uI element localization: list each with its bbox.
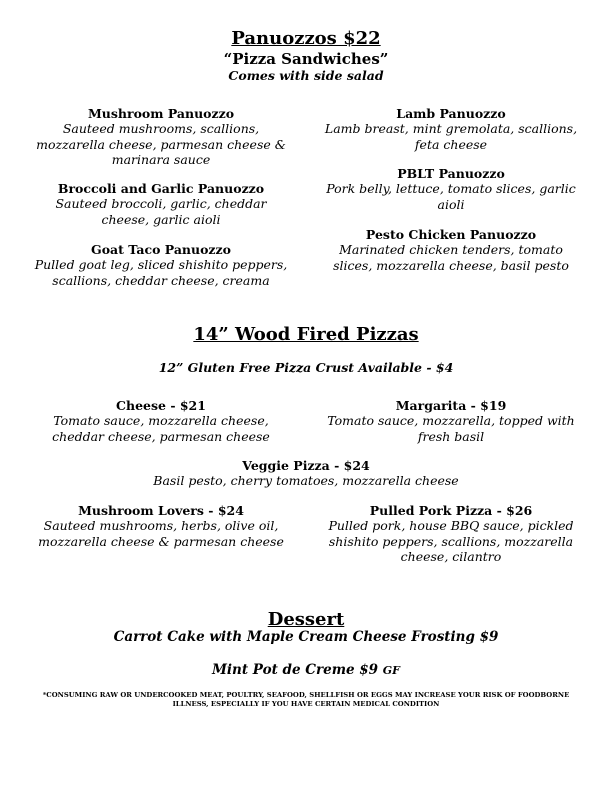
menu-item bbox=[30, 503, 292, 549]
menu-item bbox=[30, 398, 292, 444]
item-name: Pesto Chicken Panuozzo bbox=[365, 227, 537, 242]
dessert-item-label: Mint Pot de Creme $9 bbox=[211, 662, 379, 678]
menu-item bbox=[30, 106, 292, 168]
item-name: Mushroom Lovers - $24 bbox=[78, 503, 244, 518]
menu-item bbox=[320, 227, 582, 273]
item-name: Goat Taco Panuozzo bbox=[91, 242, 231, 257]
item-description: Sauteed mushrooms, scallions, mozzarella cheese, parmesan cheese & marinara sauce bbox=[36, 121, 286, 167]
item-description: Marinated chicken tenders, tomato slices, mozzarella cheese, basil pesto bbox=[333, 242, 569, 273]
item-name: Cheese - $21 bbox=[116, 398, 206, 413]
menu-item bbox=[320, 503, 582, 565]
disclaimer: *CONSUMING RAW OR UNDERCOOKED MEAT, POULTRY, SEAFOOD, SHELLFISH OR EGGS MAY INCREASE YOUR RISK OF FOODBORNE ILLNESS, ESPECIALLY IF YOU HAVE CERTAIN MEDICAL CONDITION bbox=[42, 691, 570, 708]
menu-item bbox=[320, 398, 582, 444]
menu-item bbox=[96, 458, 516, 489]
item-name: Veggie Pizza - $24 bbox=[242, 458, 370, 473]
dessert-item: Carrot Cake with Maple Cream Cheese Frosting $9 bbox=[113, 629, 499, 645]
item-name: Pulled Pork Pizza - $26 bbox=[369, 503, 533, 518]
pizzas-title: 14” Wood Fired Pizzas bbox=[193, 324, 419, 345]
panuozzos-note: Comes with side salad bbox=[228, 68, 384, 83]
panuozzos-subtitle: “Pizza Sandwiches” bbox=[223, 50, 389, 68]
item-description: Basil pesto, cherry tomatoes, mozzarella cheese bbox=[153, 473, 459, 488]
item-description: Tomato sauce, mozzarella cheese, cheddar cheese, parmesan cheese bbox=[52, 413, 270, 444]
gluten-free-tag: GF bbox=[382, 664, 400, 677]
panuozzos-title: Panuozzos $22 bbox=[231, 28, 381, 49]
item-description: Lamb breast, mint gremolata, scallions, feta cheese bbox=[324, 121, 578, 152]
item-description: Pulled goat leg, sliced shishito peppers, scallions, cheddar cheese, creama bbox=[34, 257, 288, 288]
item-description: Pulled pork, house BBQ sauce, pickled shishito peppers, scallions, mozzarella cheese, cilantro bbox=[328, 518, 574, 564]
item-name: PBLT Panuozzo bbox=[397, 166, 505, 181]
item-description: Sauteed mushrooms, herbs, olive oil, mozzarella cheese & parmesan cheese bbox=[38, 518, 284, 549]
item-name: Broccoli and Garlic Panuozzo bbox=[57, 181, 265, 196]
menu-item bbox=[320, 106, 582, 152]
menu-item bbox=[320, 166, 582, 212]
gluten-free-note: 12” Gluten Free Pizza Crust Available - $4 bbox=[158, 360, 454, 375]
item-description: Tomato sauce, mozzarella, topped with fresh basil bbox=[327, 413, 575, 444]
item-description: Sauteed broccoli, garlic, cheddar cheese, garlic aioli bbox=[55, 196, 267, 227]
item-name: Mushroom Panuozzo bbox=[87, 106, 235, 121]
menu-item bbox=[30, 181, 292, 227]
item-description: Pork belly, lettuce, tomato slices, garlic aioli bbox=[326, 181, 576, 212]
dessert-item bbox=[0, 662, 612, 678]
item-name: Margarita - $19 bbox=[395, 398, 507, 413]
menu-item bbox=[30, 242, 292, 288]
item-name: Lamb Panuozzo bbox=[396, 106, 506, 121]
dessert-title: Dessert bbox=[267, 609, 345, 630]
